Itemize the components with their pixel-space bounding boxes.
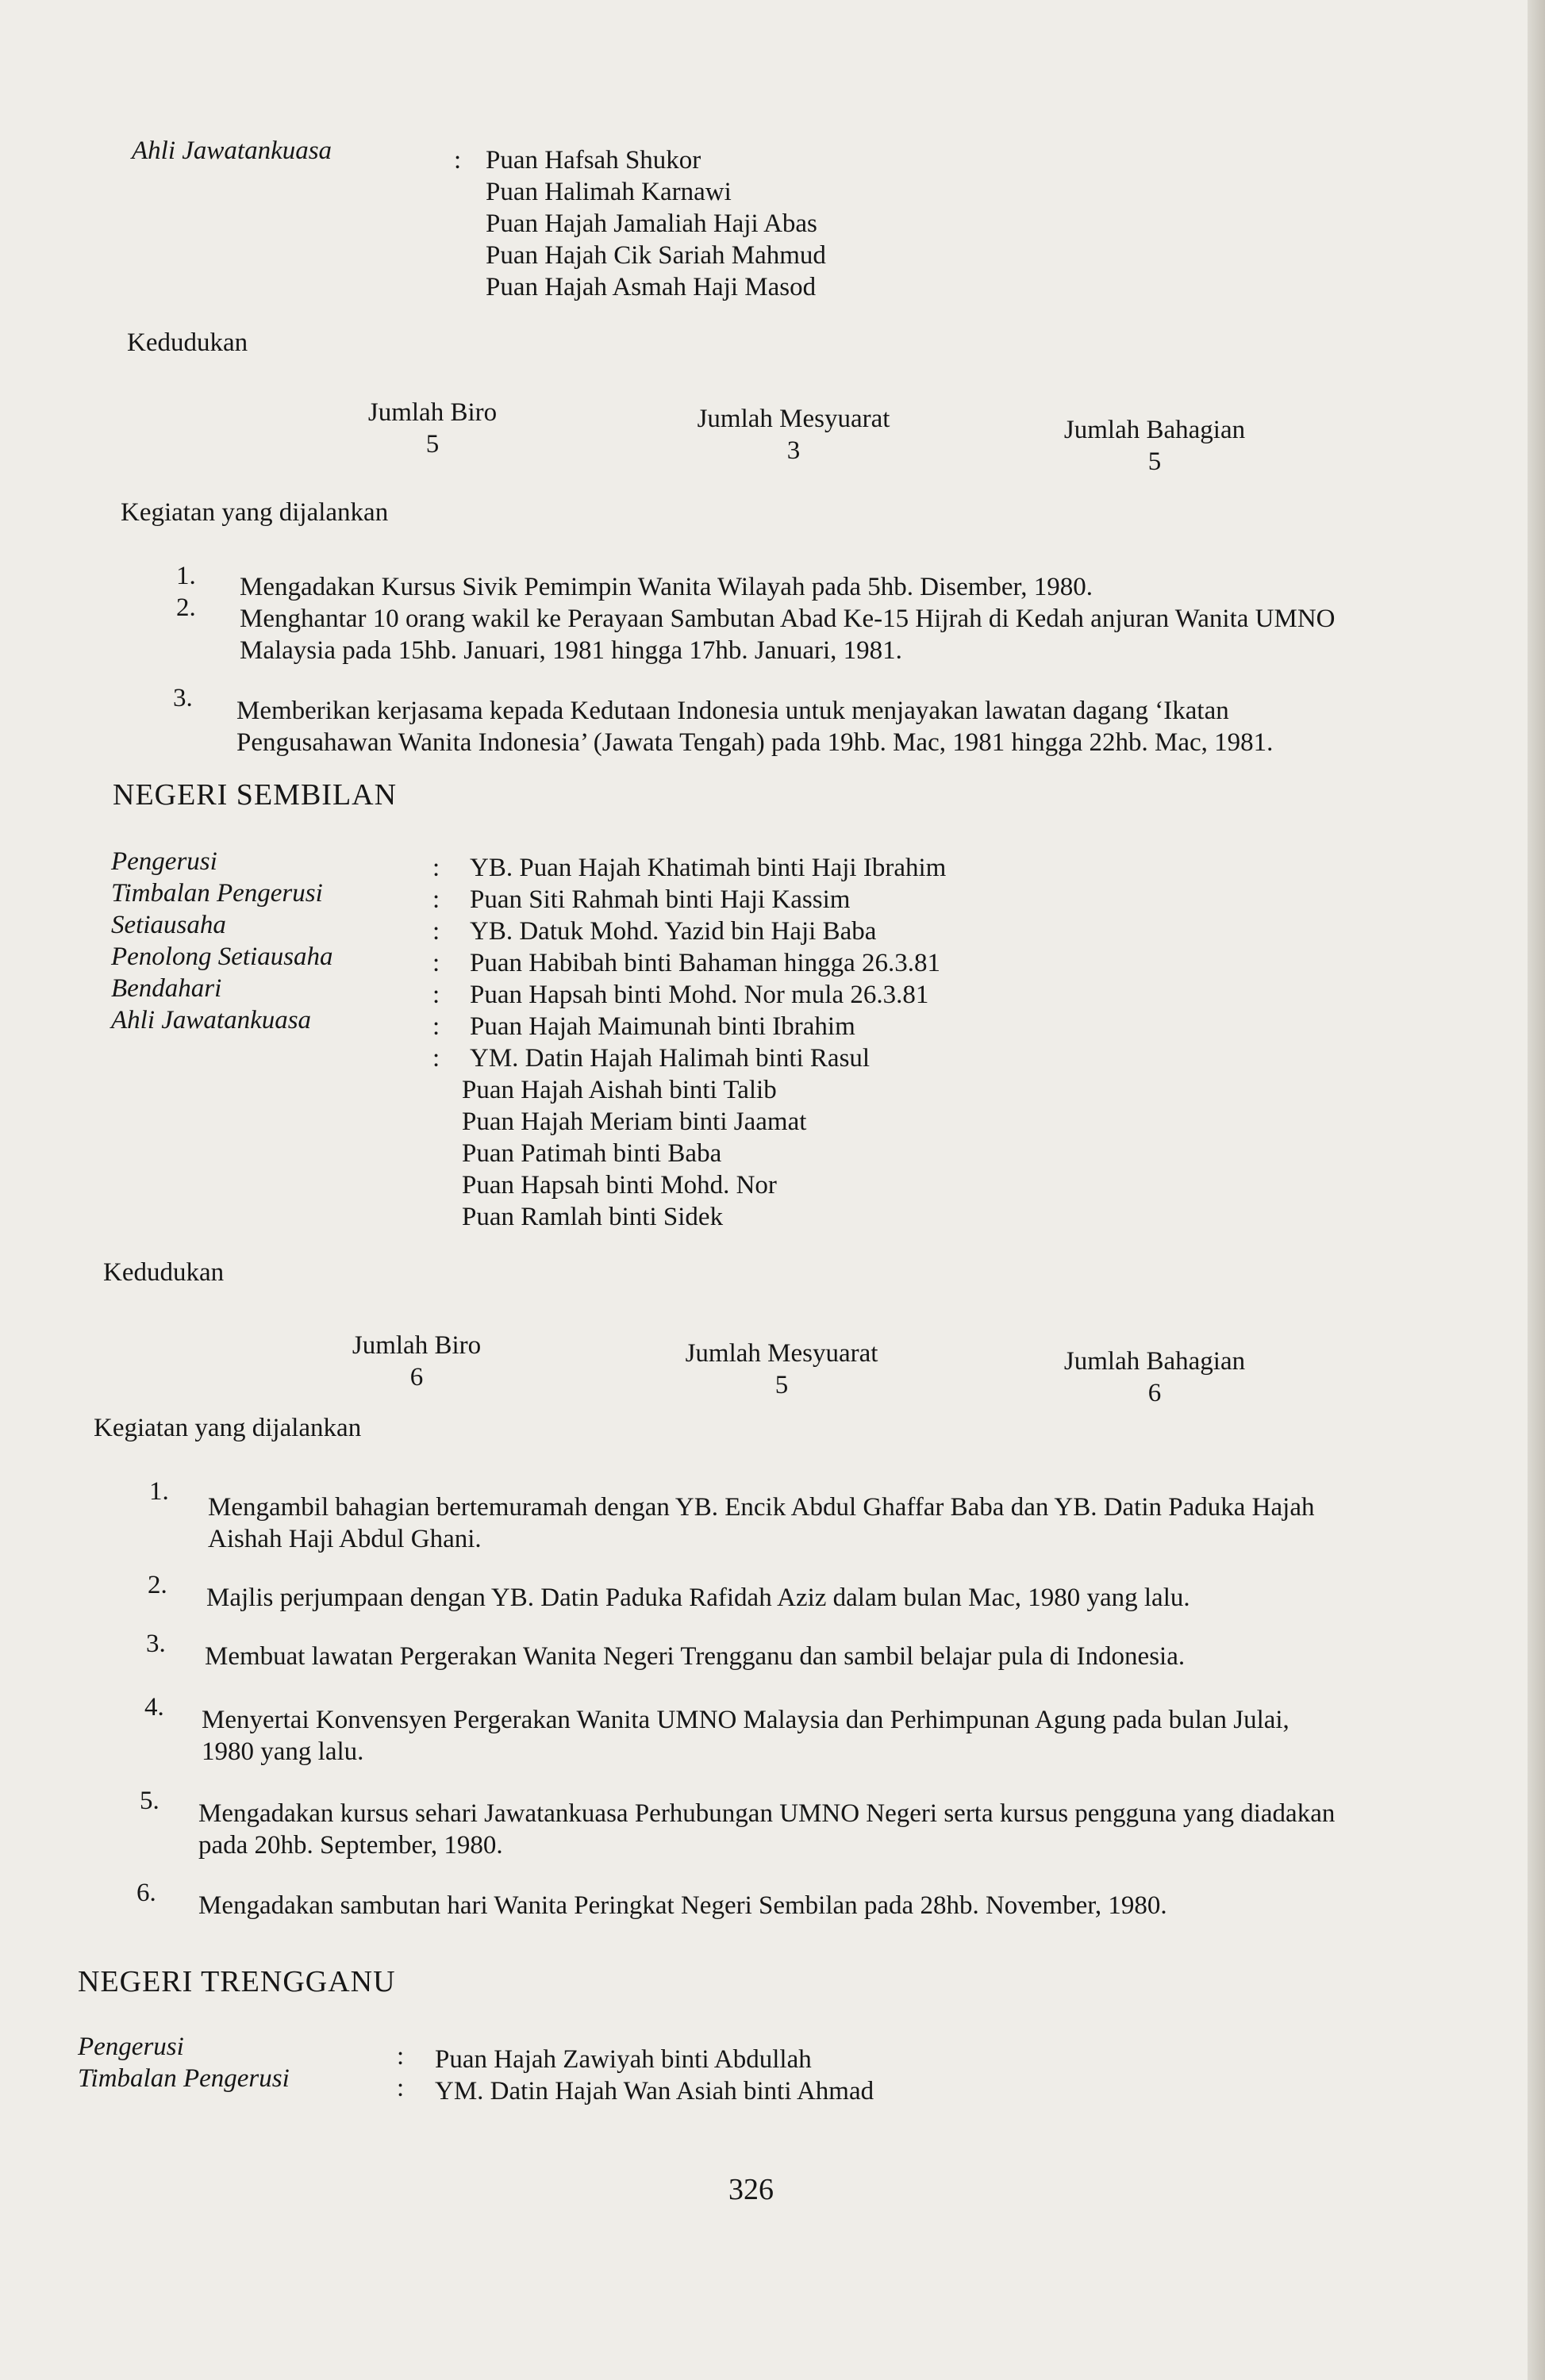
activity-text: Mengadakan kursus sehari Jawatankuasa Perhubungan UMNO Negeri serta kursus pengguna yang diadakan pada 20hb. September, 1980. bbox=[198, 1799, 1336, 1860]
member-name: Puan Hafsah Shukor bbox=[486, 146, 701, 175]
stat-label: Jumlah Mesyuarat bbox=[685, 1339, 878, 1368]
role-label: Setiausaha bbox=[111, 911, 226, 939]
kedudukan-label: Kedudukan bbox=[103, 1258, 225, 1287]
page-number: 326 bbox=[728, 2173, 774, 2206]
role-label: Pengerusi bbox=[111, 847, 217, 876]
item-number: 5. bbox=[140, 1787, 159, 1815]
officer-name: YM. Datin Hajah Halimah binti Rasul bbox=[470, 1044, 871, 1073]
stat-value: 5 bbox=[425, 430, 440, 459]
activity-text: Majlis perjumpaan dengan YB. Datin Paduka Rafidah Aziz dalam bulan Mac, 1980 yang lalu. bbox=[206, 1583, 1190, 1612]
officer-roles bbox=[111, 846, 333, 1036]
activity-text: Membuat lawatan Pergerakan Wanita Negeri Trengganu dan sambil belajar pula di Indonesia. bbox=[205, 1642, 1186, 1671]
members-label: Ahli Jawatankuasa bbox=[132, 136, 332, 165]
member-name: Puan Hapsah binti Mohd. Nor bbox=[462, 1171, 777, 1200]
role-label: Timbalan Pengerusi bbox=[111, 879, 323, 908]
member-name: Puan Hajah Cik Sariah Mahmud bbox=[486, 241, 826, 270]
members-list bbox=[486, 144, 826, 303]
officer-name: YM. Datin Hajah Wan Asiah binti Ahmad bbox=[435, 2077, 874, 2106]
officer-name: Puan Siti Rahmah binti Haji Kassim bbox=[470, 885, 851, 914]
stat-value: 5 bbox=[774, 1371, 789, 1399]
stat-value: 6 bbox=[1147, 1379, 1162, 1407]
item-number: 3. bbox=[146, 1630, 166, 1658]
officer-name: YB. Puan Hajah Khatimah binti Haji Ibrahim bbox=[470, 854, 947, 882]
member-name: Puan Hajah Aishah binti Talib bbox=[462, 1076, 777, 1104]
member-name: Puan Hajah Jamaliah Haji Abas bbox=[486, 209, 817, 238]
stat-label: Jumlah Bahagian bbox=[1063, 1347, 1246, 1376]
item-number: 3. bbox=[173, 684, 193, 712]
activities-label: Kegiatan yang dijalankan bbox=[121, 498, 389, 527]
colon-column: : : bbox=[397, 2042, 405, 2102]
stat-value: 5 bbox=[1147, 447, 1162, 476]
item-number: 4. bbox=[144, 1693, 164, 1722]
item-number: 1. bbox=[149, 1477, 169, 1506]
item-number: 6. bbox=[136, 1879, 156, 1907]
page-edge-shadow bbox=[1528, 0, 1545, 2380]
item-number: 2. bbox=[176, 593, 196, 622]
stat-label: Jumlah Biro bbox=[367, 398, 498, 427]
role-label: Ahli Jawatankuasa bbox=[111, 1006, 312, 1035]
item-number: 1. bbox=[176, 562, 196, 590]
member-name: Puan Halimah Karnawi bbox=[486, 178, 732, 206]
item-number: 2. bbox=[148, 1571, 167, 1599]
member-name: Puan Hajah Asmah Haji Masod bbox=[486, 273, 817, 301]
officer-name: YB. Datuk Mohd. Yazid bin Haji Baba bbox=[470, 917, 877, 946]
activities-label: Kegiatan yang dijalankan bbox=[94, 1414, 362, 1442]
member-name: Puan Patimah binti Baba bbox=[462, 1139, 722, 1168]
stat-label: Jumlah Mesyuarat bbox=[697, 405, 890, 433]
stat-value: 3 bbox=[786, 436, 801, 465]
more-members-list bbox=[462, 1074, 806, 1233]
role-label: Pengerusi bbox=[78, 2033, 184, 2061]
member-name: Puan Hajah Meriam binti Jaamat bbox=[462, 1107, 807, 1136]
officer-name: Puan Habibah binti Bahaman hingga 26.3.81 bbox=[470, 949, 940, 977]
officer-name: Puan Hapsah binti Mohd. Nor mula 26.3.81 bbox=[470, 981, 929, 1009]
officer-names bbox=[435, 2044, 874, 2107]
officer-name: Puan Hajah Maimunah binti Ibrahim bbox=[470, 1012, 855, 1041]
kedudukan-label: Kedudukan bbox=[127, 328, 248, 357]
role-label: Penolong Setiausaha bbox=[111, 942, 333, 971]
role-label: Bendahari bbox=[111, 974, 222, 1003]
officer-roles bbox=[78, 2031, 290, 2094]
colon: : bbox=[454, 146, 462, 175]
activity-text: Memberikan kerjasama kepada Kedutaan Indonesia untuk menjayakan lawatan dagang ‘Ikatan Pengusahawan Wanita Indonesia’ (Jawata Tengah) pada 19hb. Mac, 1981 hingga 22hb. Mac, 1981. bbox=[236, 697, 1274, 757]
section-heading: NEGERI TRENGGANU bbox=[78, 1965, 396, 1998]
member-name: Puan Ramlah binti Sidek bbox=[462, 1203, 724, 1231]
activity-text: Mengadakan Kursus Sivik Pemimpin Wanita Wilayah pada 5hb. Disember, 1980. bbox=[240, 573, 1093, 601]
activity-text: Mengambil bahagian bertemuramah dengan YB. Encik Abdul Ghaffar Baba dan YB. Datin Paduka Hajah Aishah Haji Abdul Ghani. bbox=[208, 1493, 1315, 1553]
activity-text: Mengadakan sambutan hari Wanita Peringkat Negeri Sembilan pada 28hb. November, 1980. bbox=[198, 1891, 1167, 1920]
stat-label: Jumlah Biro bbox=[352, 1331, 482, 1360]
activity-text: Menghantar 10 orang wakil ke Perayaan Sambutan Abad Ke-15 Hijrah di Kedah anjuran Wanita UMNO Malaysia pada 15hb. Januari, 1981 hingga 17hb. Januari, 1981. bbox=[240, 605, 1336, 665]
officer-name: Puan Hajah Zawiyah binti Abdullah bbox=[435, 2045, 812, 2074]
colon-column: : : : : : : : bbox=[432, 854, 440, 1073]
section-heading: NEGERI SEMBILAN bbox=[113, 778, 398, 812]
role-label: Timbalan Pengerusi bbox=[78, 2064, 290, 2093]
stat-value: 6 bbox=[409, 1363, 424, 1392]
officer-names bbox=[470, 852, 946, 1074]
stat-label: Jumlah Bahagian bbox=[1063, 416, 1246, 444]
activity-text: Menyertai Konvensyen Pergerakan Wanita UMNO Malaysia dan Perhimpunan Agung pada bulan Julai, 1980 yang lalu. bbox=[202, 1706, 1289, 1766]
